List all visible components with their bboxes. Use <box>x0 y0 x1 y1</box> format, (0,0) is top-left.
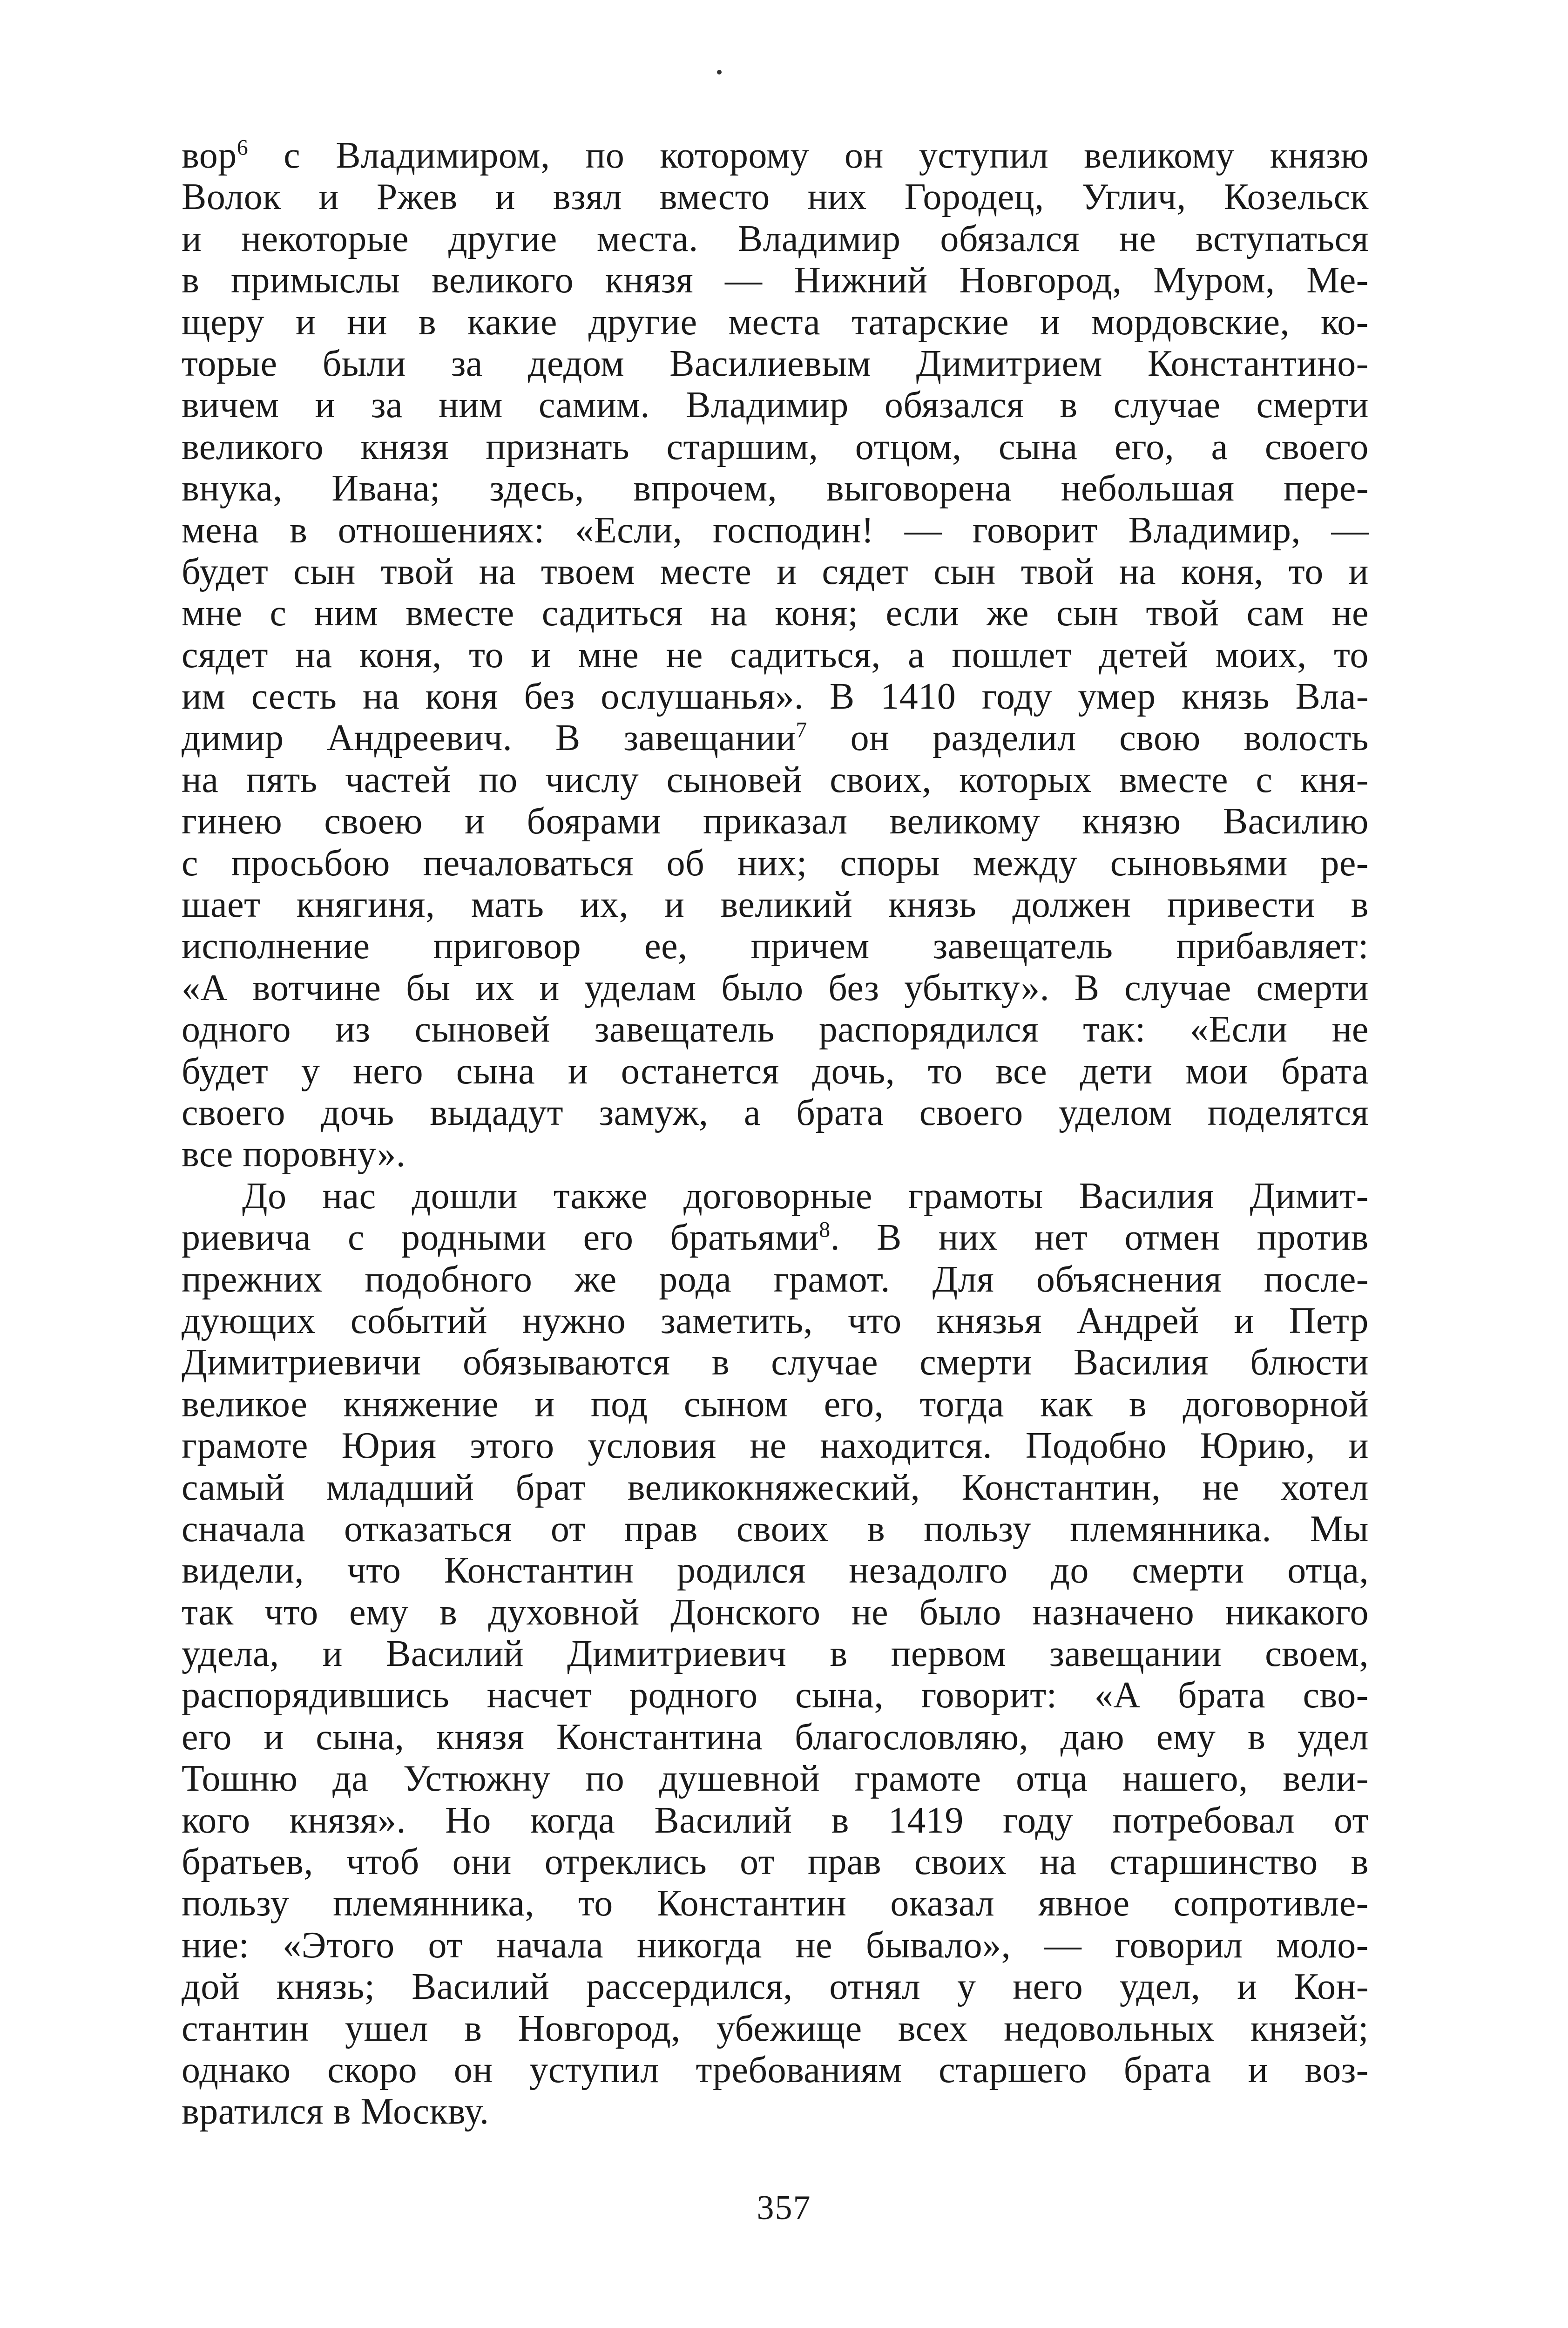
text-line: Волок и Ржев и взял вместо них Городец, Углич, Козельск <box>182 176 1369 218</box>
text-line: великого князя признать старшим, отцом, сына его, а своего <box>182 426 1369 467</box>
text-line: исполнение приговор ее, причем завещатель прибавляет: <box>182 926 1369 967</box>
text-line: ние: «Этого от начала никогда не бывало», — говорил моло- <box>182 1924 1369 1966</box>
text-line: и некоторые другие места. Владимир обязался не вступаться <box>182 218 1369 259</box>
page-mark <box>717 70 722 74</box>
paragraph <box>182 135 1369 1176</box>
text-line: его и сына, князя Константина благословляю, даю ему в удел <box>182 1716 1369 1758</box>
footnote-marker: 7 <box>796 717 807 743</box>
text-line: риевича с родными его братьями$^8$. В них нет отмен против <box>182 1217 1369 1259</box>
text-line: в примыслы великого князя — Нижний Новгород, Муром, Ме- <box>182 260 1369 301</box>
text-line: Димитриевичи обязываются в случае смерти Василия блюсти <box>182 1342 1369 1383</box>
text-line: с просьбою печаловаться об них; споры между сыновьями ре- <box>182 842 1369 884</box>
text-line: внука, Ивана; здесь, впрочем, выговорена небольшая пере- <box>182 468 1369 509</box>
text-line: самый младший брат великокняжеский, Константин, не хотел <box>182 1467 1369 1508</box>
text-line: вратился в Москву. <box>182 2091 489 2132</box>
text-line: щеру и ни в какие другие места татарские и мордовские, ко- <box>182 301 1369 343</box>
text-line: одного из сыновей завещатель распорядился так: «Если не <box>182 1009 1369 1050</box>
footnote-marker: 6 <box>237 135 249 160</box>
text-line: великое княжение и под сыном его, тогда как в договорной <box>182 1383 1369 1425</box>
text-line: пользу племянника, то Константин оказал явное сопротивле- <box>182 1883 1369 1924</box>
text-line: сядет на коня, то и мне не садиться, а пошлет детей моих, то <box>182 634 1369 676</box>
text-line: димир Андреевич. В завещании$^7$ он разделил свою волость <box>182 717 1369 759</box>
body-text <box>182 135 1369 2133</box>
text-line: вичем и за ним самим. Владимир обязался в случае смерти <box>182 385 1369 426</box>
text-line: грамоте Юрия этого условия не находится. Подобно Юрию, и <box>182 1425 1369 1467</box>
text-line: сначала отказаться от прав своих в пользу племянника. Мы <box>182 1508 1369 1550</box>
text-line: однако скоро он уступил требованиям старшего брата и воз- <box>182 2049 1369 2091</box>
text-line: До нас дошли также договорные грамоты Василия Димит- <box>242 1175 1369 1217</box>
text-line: Тошню да Устюжну по душевной грамоте отца нашего, вели- <box>182 1758 1369 1800</box>
text-line: будет сын твой на твоем месте и сядет сын твой на коня, то и <box>182 551 1369 592</box>
text-line: гинею своею и боярами приказал великому князю Василию <box>182 801 1369 842</box>
footnote-marker: 8 <box>819 1217 831 1242</box>
text-line: все поровну». <box>182 1134 406 1175</box>
text-line: вор$^6$ с Владимиром, по которому он уступил великому князю <box>182 135 1369 176</box>
text-line: распорядившись насчет родного сына, говорит: «А брата сво- <box>182 1675 1369 1716</box>
text-line: так что ему в духовной Донского не было назначено никакого <box>182 1591 1369 1633</box>
text-line: стантин ушел в Новгород, убежище всех недовольных князей; <box>182 2008 1369 2049</box>
text-line: братьев, чтоб они отреклись от прав своих на старшинство в <box>182 1841 1369 1883</box>
page-number: 357 <box>757 2189 811 2227</box>
text-line: им сесть на коня без ослушанья». В 1410 году умер князь Вла- <box>182 676 1369 717</box>
paragraph <box>182 1176 1369 2133</box>
text-line: своего дочь выдадут замуж, а брата своего уделом поделятся <box>182 1092 1369 1133</box>
text-line: дой князь; Василий рассердился, отнял у него удел, и Кон- <box>182 1966 1369 2008</box>
text-line: видели, что Константин родился незадолго до смерти отца, <box>182 1550 1369 1591</box>
text-line: мне с ним вместе садиться на коня; если же сын твой сам не <box>182 593 1369 634</box>
text-line: кого князя». Но когда Василий в 1419 году потребовал от <box>182 1800 1369 1841</box>
text-line: дующих событий нужно заметить, что князья Андрей и Петр <box>182 1300 1369 1341</box>
text-line: будет у него сына и останется дочь, то все дети мои брата <box>182 1050 1369 1092</box>
text-line: удела, и Василий Димитриевич в первом завещании своем, <box>182 1633 1369 1675</box>
text-line: шает княгиня, мать их, и великий князь должен привести в <box>182 884 1369 926</box>
text-line: прежних подобного же рода грамот. Для объяснения после- <box>182 1259 1369 1300</box>
text-line: на пять частей по числу сыновей своих, которых вместе с кня- <box>182 759 1369 800</box>
text-line: торые были за дедом Василиевым Димитрием Константино- <box>182 343 1369 384</box>
text-line: «А вотчине бы их и уделам было без убытку». В случае смерти <box>182 967 1369 1008</box>
text-line: мена в отношениях: «Если, господин! — говорит Владимир, — <box>182 509 1369 551</box>
